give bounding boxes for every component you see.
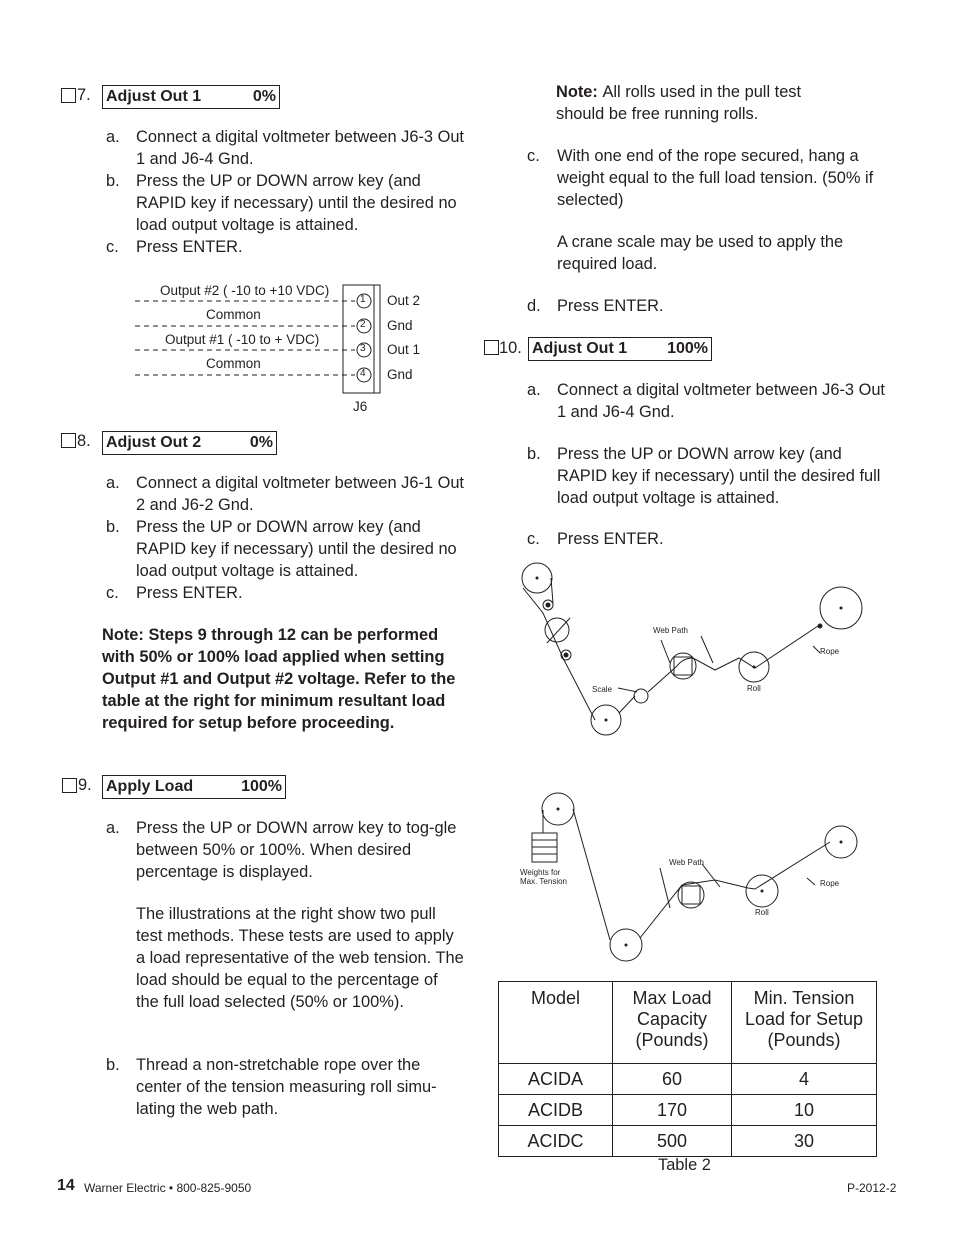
wiring-terminal-2: Gnd bbox=[387, 318, 413, 333]
step-10-c-text: Press ENTER. bbox=[557, 530, 664, 548]
footer-doc-code: P-2012-2 bbox=[847, 1181, 897, 1195]
wiring-pin-2: 2 bbox=[360, 319, 366, 330]
step-7-display bbox=[102, 85, 280, 109]
step-9-title: Apply Load bbox=[106, 778, 194, 795]
step-10-number: 10. bbox=[499, 339, 522, 357]
table-cell-max-load: 60 bbox=[613, 1064, 732, 1095]
step-8-title: Adjust Out 2 bbox=[106, 434, 202, 451]
wiring-terminal-4: Gnd bbox=[387, 367, 413, 382]
step-9-number: 9. bbox=[78, 776, 92, 794]
illus-1-rope: Rope bbox=[820, 647, 840, 656]
note-1-text: Steps 9 through 12 can be performed with 50% or 100% load applied when setting Output #1 and Output #2 voltage. Refer to the table at the right for minimum resultant load required for setup before proceeding. bbox=[102, 626, 456, 732]
step-9-checkbox[interactable] bbox=[62, 778, 77, 793]
step-8-value: 0% bbox=[249, 434, 273, 451]
wiring-terminal-1: Out 2 bbox=[387, 293, 421, 308]
wiring-line-3-label: Output #1 ( -10 to + VDC) bbox=[165, 332, 320, 347]
step-7-a-letter: a. bbox=[106, 128, 120, 146]
step-9-a-letter: a. bbox=[106, 819, 120, 837]
note-2-label: Note: bbox=[556, 83, 598, 101]
header-min-tension-line-2: Load for Setup bbox=[744, 1009, 864, 1029]
table-cell-min-tension: 10 bbox=[732, 1095, 877, 1126]
wiring-line-1-label: Output #2 ( -10 to +10 VDC) bbox=[160, 283, 330, 298]
step-7-c-text: Press ENTER. bbox=[136, 238, 243, 256]
page-number: 14 bbox=[57, 1177, 75, 1194]
step-10-b-text: Press the UP or DOWN arrow key (and RAPID key if necessary) until the desired full load output voltage is attained. bbox=[557, 445, 881, 507]
table-row bbox=[499, 1064, 877, 1095]
header-model-line-1: Model bbox=[530, 988, 581, 1008]
step-8-b-letter: b. bbox=[106, 518, 120, 536]
pull-test-scale-illustration bbox=[515, 558, 875, 740]
step-7-b-letter: b. bbox=[106, 172, 120, 190]
illus-2-weights-line-2: Max. Tension bbox=[520, 877, 567, 886]
step-9-d-letter: d. bbox=[527, 297, 541, 315]
table-row bbox=[499, 1126, 877, 1157]
step-10-a-letter: a. bbox=[527, 381, 541, 399]
step-10-display bbox=[528, 337, 712, 361]
wiring-terminal-3: Out 1 bbox=[387, 342, 421, 357]
note-free-running-rolls bbox=[556, 81, 846, 125]
step-7-c-letter: c. bbox=[106, 238, 119, 256]
table-row bbox=[499, 1095, 877, 1126]
step-10-a-text: Connect a digital voltmeter between J6-3 Out 1 and J6-4 Gnd. bbox=[557, 381, 885, 421]
header-max-load-line-1: Max Load bbox=[632, 988, 712, 1008]
step-8-c-text: Press ENTER. bbox=[136, 584, 243, 602]
illus-2-roll: Roll bbox=[755, 908, 769, 917]
header-max-load-line-3: (Pounds) bbox=[635, 1030, 709, 1050]
load-specs-table bbox=[498, 981, 877, 1157]
step-7-value: 0% bbox=[252, 88, 276, 105]
illus-1-web-path: Web Path bbox=[653, 626, 688, 635]
step-9-value: 100% bbox=[241, 778, 282, 795]
illus-1-scale: Scale bbox=[592, 685, 613, 694]
header-max-load-line-2: Capacity bbox=[636, 1009, 708, 1029]
step-7-b-text: Press the UP or DOWN arrow key (and RAPID key if necessary) until the desired no load output voltage is attained. bbox=[136, 172, 457, 234]
illus-2-web-path: Web Path bbox=[669, 858, 704, 867]
footer-company: Warner Electric • 800-825-9050 bbox=[84, 1181, 252, 1195]
table-caption: Table 2 bbox=[658, 1156, 711, 1174]
table-header-min-tension bbox=[732, 982, 877, 1064]
step-10-title: Adjust Out 1 bbox=[532, 340, 628, 357]
illus-2-rope: Rope bbox=[820, 879, 840, 888]
table-header-model bbox=[499, 982, 613, 1064]
illus-2-weights-line-1: Weights for bbox=[520, 868, 561, 877]
wiring-pin-3: 3 bbox=[360, 343, 366, 354]
illus-1-roll: Roll bbox=[747, 684, 761, 693]
step-8-display bbox=[102, 431, 277, 455]
step-7-title: Adjust Out 1 bbox=[106, 88, 202, 105]
table-cell-model: ACIDC bbox=[499, 1126, 613, 1157]
table-cell-min-tension: 30 bbox=[732, 1126, 877, 1157]
step-9-c-extra: A crane scale may be used to apply the required load. bbox=[557, 233, 844, 273]
step-10-c-letter: c. bbox=[527, 530, 540, 548]
step-8-b-text: Press the UP or DOWN arrow key (and RAPID key if necessary) until the desired no load output voltage is attained. bbox=[136, 518, 457, 580]
note-1-label: Note: bbox=[102, 626, 144, 644]
table-header-max-load bbox=[613, 982, 732, 1064]
table-header-row bbox=[499, 982, 877, 1064]
note-steps-9-12 bbox=[102, 624, 464, 734]
table-cell-max-load: 170 bbox=[613, 1095, 732, 1126]
step-10-value: 100% bbox=[667, 340, 708, 357]
pull-test-weights-illustration bbox=[515, 790, 875, 970]
wiring-diagram bbox=[130, 280, 440, 420]
wiring-connector-label: J6 bbox=[353, 399, 368, 414]
step-8-a-letter: a. bbox=[106, 474, 120, 492]
step-9-c-text: With one end of the rope secured, hang a weight equal to the full load tension. (50% if selected) bbox=[557, 147, 874, 209]
step-9-b-letter: b. bbox=[106, 1056, 120, 1074]
step-9-c-letter: c. bbox=[527, 147, 540, 165]
step-10-b-letter: b. bbox=[527, 445, 541, 463]
note-2-text: All rolls used in the pull test should be free running rolls. bbox=[556, 83, 802, 123]
step-10-checkbox[interactable] bbox=[484, 340, 499, 355]
step-9-d-text: Press ENTER. bbox=[557, 297, 664, 315]
step-9-a-text: Press the UP or DOWN arrow key to tog-gle between 50% or 100%. When desired percentage is displayed. bbox=[136, 819, 457, 881]
step-9-display bbox=[102, 775, 286, 799]
step-8-a-text: Connect a digital voltmeter between J6-1 Out 2 and J6-2 Gnd. bbox=[136, 474, 464, 514]
wiring-pin-1: 1 bbox=[360, 294, 366, 305]
wiring-line-4-label: Common bbox=[206, 356, 261, 371]
step-9-b-text: Thread a non-stretchable rope over the center of the tension measuring roll simu-lating the web path. bbox=[136, 1056, 437, 1118]
table-cell-min-tension: 4 bbox=[732, 1064, 877, 1095]
wiring-line-2-label: Common bbox=[206, 307, 261, 322]
table-cell-model: ACIDB bbox=[499, 1095, 613, 1126]
step-7-number: 7. bbox=[77, 86, 91, 104]
table-cell-model: ACIDA bbox=[499, 1064, 613, 1095]
header-min-tension-line-3: (Pounds) bbox=[767, 1030, 841, 1050]
wiring-pin-4: 4 bbox=[360, 368, 366, 379]
step-7-a-text: Connect a digital voltmeter between J6-3 Out 1 and J6-4 Gnd. bbox=[136, 128, 464, 168]
header-min-tension-line-1: Min. Tension bbox=[753, 988, 855, 1008]
step-8-checkbox[interactable] bbox=[61, 433, 76, 448]
table-cell-max-load: 500 bbox=[613, 1126, 732, 1157]
step-8-c-letter: c. bbox=[106, 584, 119, 602]
step-8-number: 8. bbox=[77, 432, 91, 450]
step-9-a-paragraph-2: The illustrations at the right show two pull test methods. These tests are used to apply a load representative of the web tension. The load should be equal to the percentage of the full load selected (50% or 100%). bbox=[136, 905, 464, 1011]
step-7-checkbox[interactable] bbox=[61, 88, 76, 103]
